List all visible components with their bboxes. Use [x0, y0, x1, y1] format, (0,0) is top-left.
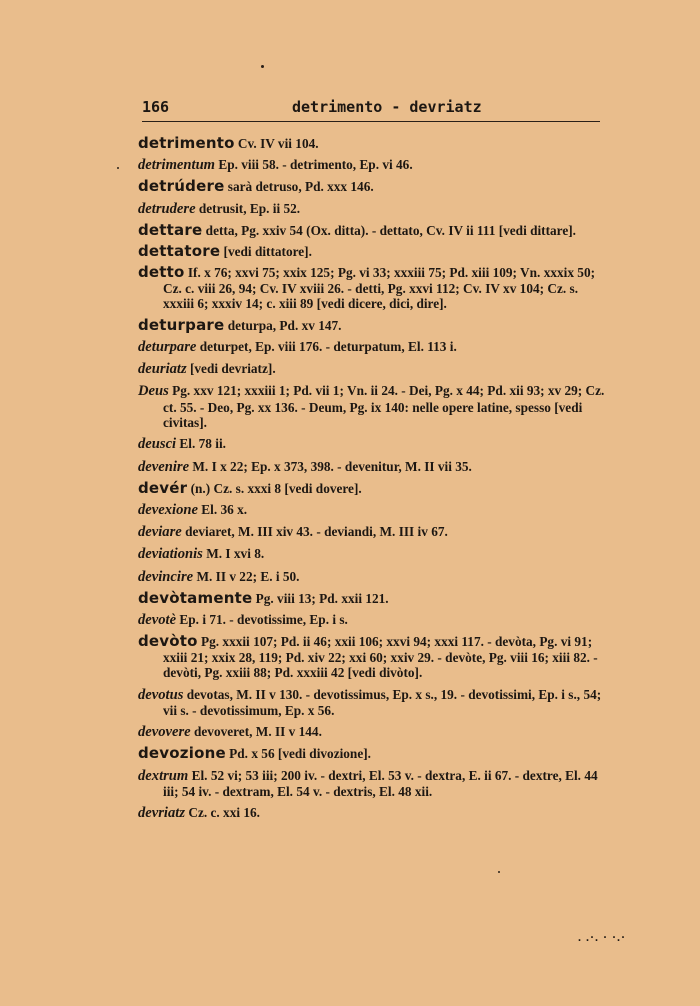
- dictionary-entry: [138, 436, 606, 453]
- entry-citations: Pg. viii 13; Pd. xxii 121.: [252, 590, 389, 606]
- dictionary-entry: [138, 569, 606, 586]
- entry-citations: Pg. xxv 121; xxxiii 1; Pd. vii 1; Vn. ii 24. - Dei, Pg. x 44; Pd. xii 93; xv 29; Cz. ct. 55. - Deo, Pg. xx 136. - Deum, Pg. ix 140: nelle opere latine, spesso [vedi civitas].: [163, 383, 605, 431]
- ink-speck: [498, 871, 500, 873]
- entry-citations: devoveret, M. II v 144.: [190, 724, 322, 740]
- entry-citations: M. II v 22; E. i 50.: [193, 568, 300, 584]
- dictionary-entry: [138, 588, 606, 607]
- dictionary-entry: [138, 220, 606, 239]
- entry-headword: devincire: [138, 568, 194, 585]
- entry-headword: deusci: [138, 436, 177, 453]
- entry-headword: deturpare: [138, 338, 197, 355]
- dictionary-entry: [138, 805, 606, 822]
- entry-citations: devotas, M. II v 130. - devotissimus, Ep. x s., 19. - devotissimi, Ep. i s., 54; vii s. - devotissimum, Ep. x 56.: [163, 686, 602, 719]
- dictionary-entry: [138, 136, 606, 152]
- dictionary-entry: [138, 768, 606, 800]
- entry-headword: deturpare: [138, 315, 225, 334]
- dictionary-entry: [138, 478, 606, 497]
- entry-citations: [vedi dittatore].: [220, 243, 312, 259]
- entry-citations: Ep. i 71. - devotissime, Ep. i s.: [176, 611, 348, 627]
- entry-headword: detrúdere: [138, 177, 225, 196]
- entry-headword: deuriatz: [138, 360, 187, 377]
- entry-citations: If. x 76; xxvi 75; xxix 125; Pg. vi 33; xxxiii 75; Pd. xiii 109; Vn. xxxix 50; Cz. c. viii 26, 94; Cv. IV xviii 26. - detti, Pg. xxvi 112; Cv. IV xv 104; Cz. s. xxxiii 6; xxxiv 14; c. xiii 89 [vedi dicere, dici, dire].: [163, 265, 596, 312]
- entry-citations: M. I xvi 8.: [202, 546, 265, 562]
- dictionary-entry: [138, 241, 606, 260]
- entry-citations: Pd. x 56 [vedi divozione].: [225, 746, 371, 762]
- entry-citations: (n.) Cz. s. xxxi 8 [vedi dovere].: [187, 480, 362, 496]
- entry-headword: devenire: [138, 458, 190, 475]
- dictionary-entries: [138, 136, 606, 828]
- dictionary-entry: [138, 383, 606, 431]
- dictionary-entry: [138, 179, 606, 195]
- dictionary-entry: [138, 687, 606, 719]
- entry-citations: sarà detruso, Pd. xxx 146.: [224, 179, 374, 195]
- entry-citations: deviaret, M. III xiv 43. - deviandi, M. III iv 67.: [181, 524, 448, 540]
- page-number: 166: [142, 98, 170, 116]
- entry-citations: El. 78 ii.: [176, 436, 226, 452]
- dictionary-entry: [138, 339, 606, 356]
- dictionary-entry: [138, 361, 606, 378]
- entry-citations: Ep. viii 58. - detrimento, Ep. vi 46.: [215, 157, 413, 173]
- dictionary-entry: [138, 201, 606, 218]
- dictionary-entry: [138, 502, 606, 519]
- dictionary-entry: [138, 746, 606, 762]
- dictionary-entry: [138, 459, 606, 476]
- entry-citations: deturpa, Pd. xv 147.: [224, 317, 342, 333]
- entry-headword: detrimentum: [138, 157, 216, 174]
- entry-headword: devér: [138, 478, 188, 497]
- entry-headword: Deus: [138, 383, 169, 400]
- entry-headword: devòtamente: [138, 588, 253, 607]
- dictionary-entry: [138, 612, 606, 629]
- entry-headword: detrudere: [138, 200, 196, 217]
- entry-headword: devotus: [138, 686, 184, 703]
- dictionary-entry: [138, 157, 606, 174]
- entry-headword: devovere: [138, 724, 191, 741]
- entry-citations: M. I x 22; Ep. x 373, 398. - devenitur, M. II vii 35.: [189, 458, 472, 474]
- dictionary-entry: [138, 634, 606, 681]
- entry-headword: devriatz: [138, 805, 186, 822]
- entry-headword: devòto: [138, 632, 198, 651]
- running-head: detrimento - devriatz: [292, 98, 482, 116]
- dictionary-entry: [138, 524, 606, 541]
- entry-citations: [vedi devriatz].: [186, 360, 276, 376]
- entry-headword: deviationis: [138, 546, 203, 563]
- header-rule: [142, 121, 600, 122]
- footer-mark: . .·. · ·.·: [578, 930, 627, 944]
- entry-headword: detrimento: [138, 134, 235, 152]
- page-header: [142, 98, 600, 120]
- entry-headword: detto: [138, 263, 185, 282]
- entry-headword: devozione: [138, 744, 226, 763]
- entry-citations: detrusit, Ep. ii 52.: [195, 200, 301, 216]
- dictionary-entry: [138, 265, 606, 312]
- entry-citations: El. 36 x.: [197, 502, 248, 517]
- entry-headword: devotè: [138, 611, 177, 628]
- entry-headword: dettare: [138, 220, 203, 239]
- entry-citations: Pg. xxxii 107; Pd. ii 46; xxii 106; xxvi 94; xxxi 117. - devòta, Pg. vi 91; xxiii 21; xxix 28, 119; Pd. xiv 22; xxi 60; xxiv 29. - devòte, Pg. viii 16; xiii 82. - devòti, Pg. xxiii 88; Pd. xxxiii 42 [vedi divòto].: [163, 634, 598, 681]
- ink-speck: [261, 65, 264, 68]
- ink-speck: [117, 167, 119, 169]
- dictionary-entry: [138, 315, 606, 334]
- entry-citations: deturpet, Ep. viii 176. - deturpatum, El. 113 i.: [196, 338, 457, 354]
- dictionary-entry: [138, 724, 606, 741]
- entry-citations: Cz. c. xxi 16.: [185, 805, 260, 821]
- entry-headword: dextrum: [138, 767, 189, 784]
- entry-headword: deviare: [138, 524, 182, 541]
- entry-headword: devexione: [138, 502, 198, 518]
- entry-citations: Cv. IV vii 104.: [234, 136, 319, 151]
- dictionary-entry: [138, 546, 606, 563]
- entry-citations: detta, Pg. xxiv 54 (Ox. ditta). - dettato, Cv. IV ii 111 [vedi dittare].: [202, 222, 576, 238]
- entry-citations: El. 52 vi; 53 iii; 200 iv. - dextri, El. 53 v. - dextra, E. ii 67. - dextre, El. 44 iii; 54 iv. - dextram, El. 54 v. - dextris, El. 48 xii.: [163, 767, 598, 800]
- entry-headword: dettatore: [138, 241, 221, 260]
